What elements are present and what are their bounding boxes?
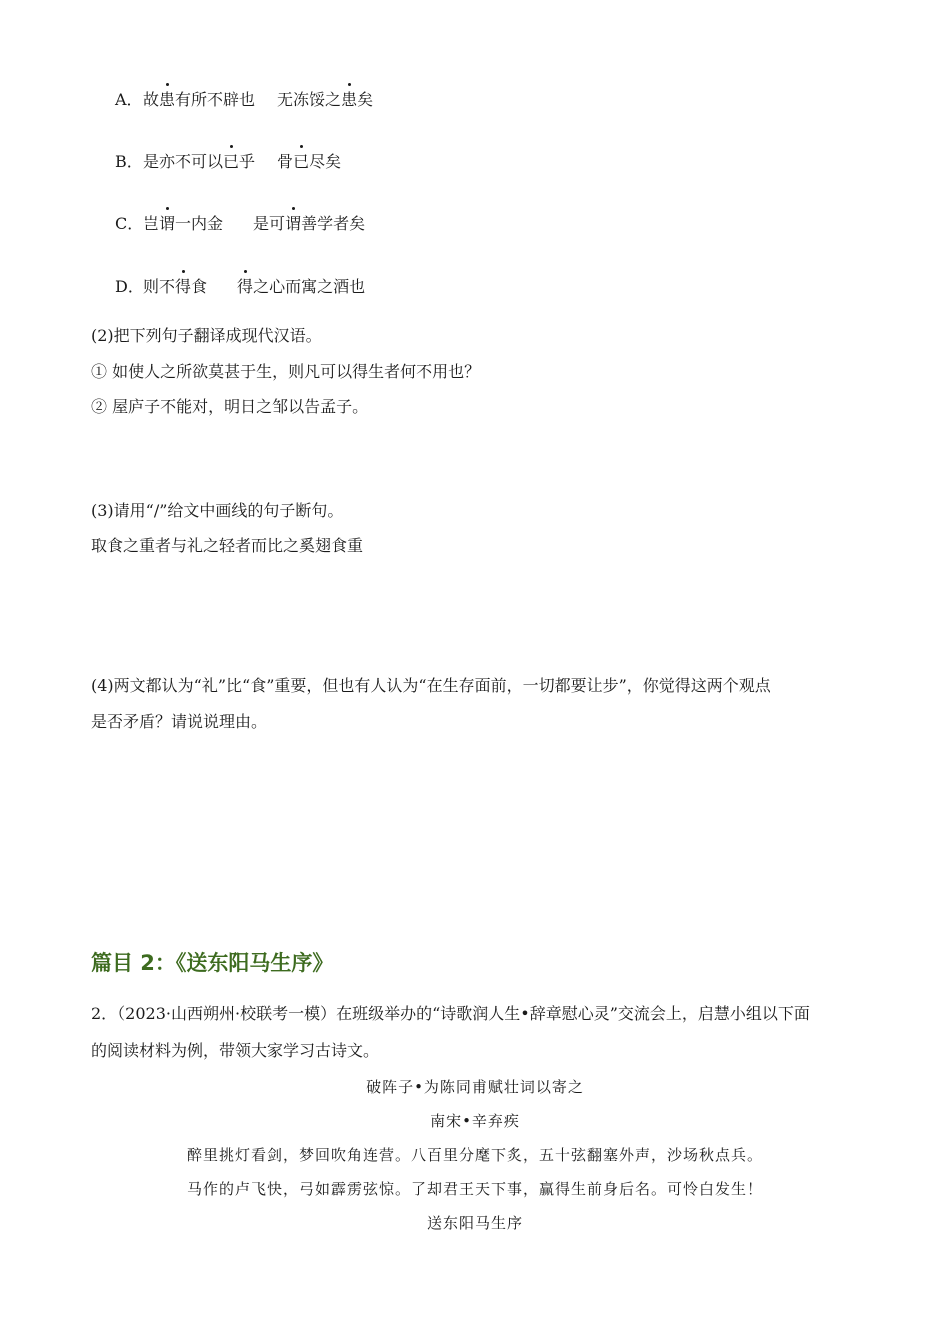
dotted-char: 已 <box>223 152 240 171</box>
q-next-line-2: 的阅读材料为例，带领大家学习古诗文。 <box>91 1041 380 1060</box>
q2-title: (2)把下列句子翻译成现代汉语。 <box>91 326 322 345</box>
dotted-char: 得 <box>175 277 192 296</box>
q4-line-1: (4)两文都认为“礼”比“食”重要，但也有人认为“在生存面前，一切都要让步”，你觉得这两个观点 <box>91 676 771 695</box>
dotted-char: 谓 <box>159 214 176 233</box>
poem-author: 南宋•辛弃疾 <box>430 1112 520 1130</box>
dotted-char: 得 <box>237 277 254 296</box>
q2-sentence-2: ② 屋庐子不能对，明日之邹以告孟子。 <box>91 397 369 416</box>
poem-title: 破阵子•为陈同甫赋壮词以寄之 <box>366 1078 584 1096</box>
dotted-char: 患 <box>341 90 358 109</box>
next-text-title: 送东阳马生序 <box>426 1214 523 1232</box>
dotted-char: 患 <box>159 90 176 109</box>
option-c: C．岂谓一内金 是可谓善学者矣 <box>115 214 366 233</box>
poem-line-1: 醉里挑灯看剑，梦回吹角连营。八百里分麾下炙，五十弦翻塞外声，沙场秋点兵。 <box>186 1146 763 1164</box>
q3-title: (3)请用“/”给文中画线的句子断句。 <box>91 501 344 520</box>
option-d: D．则不得食 得之心而寓之酒也 <box>115 277 366 296</box>
q2-sentence-1: ① 如使人之所欲莫甚于生，则凡可以得生者何不用也？ <box>91 362 481 381</box>
dotted-char: 已 <box>293 152 310 171</box>
option-a: A．故患有所不辟也 无冻馁之患矣 <box>115 90 374 109</box>
q3-sentence: 取食之重者与礼之轻者而比之奚翅食重 <box>91 536 364 555</box>
q4-line-2: 是否矛盾？请说说理由。 <box>91 712 268 731</box>
poem-line-2: 马作的卢飞快，弓如霹雳弦惊。了却君王天下事，赢得生前身后名。可怜白发生！ <box>186 1180 763 1198</box>
option-b: B．是亦不可以已乎 骨已尽矣 <box>115 152 342 171</box>
dotted-char: 谓 <box>285 214 302 233</box>
section-heading: 篇目 2：《送东阳马生序》 <box>91 951 334 975</box>
q-next-line-1: 2．（2023·山西朔州·校联考一模）在班级举办的“诗歌润人生•辞章慰心灵”交流会上，启慧小组以下面 <box>91 1004 810 1023</box>
